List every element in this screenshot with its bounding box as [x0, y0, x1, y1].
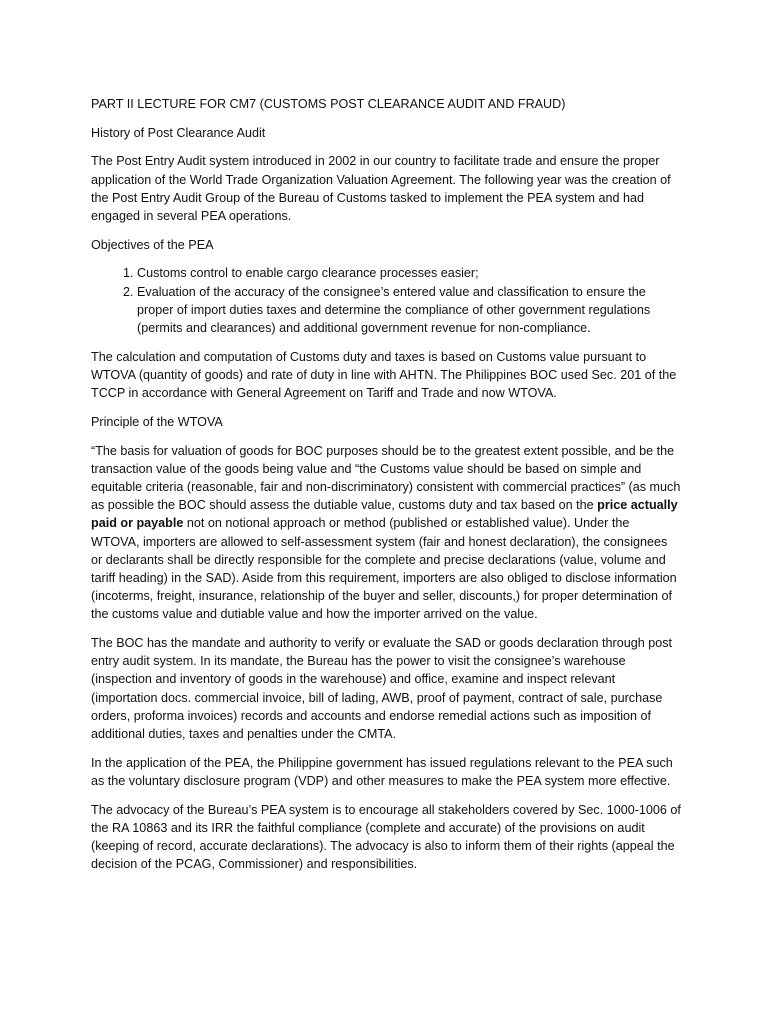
- principle-text-part1: “The basis for valuation of goods for BOC purposes should be to the greatest extent possible, and be the transaction value of the goods being value and “the Customs value should be based on simple and equitable criteria (reasonable, fair and non-discriminatory) consistent with commercial practices” (as much as possible the BOC should assess the dutiable value, customs duty and tax based on the: [91, 443, 681, 513]
- objectives-heading: Objectives of the PEA: [91, 237, 214, 252]
- history-paragraph: The Post Entry Audit system introduced in 2002 in our country to facilitate trade and ensure the proper application of the World Trade Organization Valuation Agreement. The following year was the creation of the Post Entry Audit Group of the Bureau of Customs tasked to implement the PEA system and had engaged in several PEA operations.: [91, 154, 671, 224]
- principle-paragraph: [91, 442, 681, 624]
- principle-heading: Principle of the WTOVA: [91, 414, 223, 429]
- principle-text-part2: not on notional approach or method (published or established value). Under the WTOVA, importers are allowed to self-assessment system (fair and honest declaration), the consignees or declarants shall be directly responsible for the complete and precise declarations (value, volume and tariff heading) in the SAD). Aside from this requirement, importers are also obliged to disclose information (incoterms, freight, insurance, relationship of the buyer and seller, discounts,) for proper determination of the customs value and dutiable value and how the importer arrived on the value.: [91, 516, 677, 622]
- objectives-list: [91, 264, 681, 337]
- mandate-paragraph: The BOC has the mandate and authority to verify or evaluate the SAD or goods declaration through post entry audit system. In its mandate, the Bureau has the power to visit the consignee’s warehouse (inspection and inventory of goods in the warehouse) and office, examine and inspect relevant (importation docs. commercial invoice, bill of lading, AWB, proof of payment, contract of sale, purchase orders, proforma invoices) records and accounts and endorse remedial actions such as imposition of additional duties, taxes and penalties under the CMTA.: [91, 636, 673, 742]
- calculation-paragraph: The calculation and computation of Customs duty and taxes is based on Customs value pursuant to WTOVA (quantity of goods) and rate of duty in line with AHTN. The Philippines BOC used Sec. 201 of the TCCP in accordance with General Agreement on Tariff and Trade and now WTOVA.: [91, 349, 677, 401]
- principle-bold-phrase: price actually paid or payable: [91, 498, 678, 531]
- objective-item: 2. Evaluation of the accuracy of the consignee’s entered value and classification to ensure the proper of import duties taxes and determine the compliance of other government regulations (permits and clearances) and additional government revenue for non-compliance.: [137, 283, 681, 338]
- application-paragraph: In the application of the PEA, the Philippine government has issued regulations relevant to the PEA such as the voluntary disclosure program (VDP) and other measures to make the PEA system more effective.: [91, 755, 673, 788]
- objective-item: 1. Customs control to enable cargo clearance processes easier;: [137, 264, 681, 282]
- history-heading: History of Post Clearance Audit: [91, 125, 266, 140]
- document-title: PART II LECTURE FOR CM7 (CUSTOMS POST CLEARANCE AUDIT AND FRAUD): [91, 97, 566, 111]
- document-page: [91, 95, 681, 884]
- advocacy-paragraph: The advocacy of the Bureau’s PEA system is to encourage all stakeholders covered by Sec. 1000-1006 of the RA 10863 and its IRR the faithful compliance (complete and accurate) of the provisions on audit (keeping of record, accurate declarations). The advocacy is also to inform them of their rights (appeal the decision of the PCAG, Commissioner) and responsibilities.: [91, 802, 681, 872]
